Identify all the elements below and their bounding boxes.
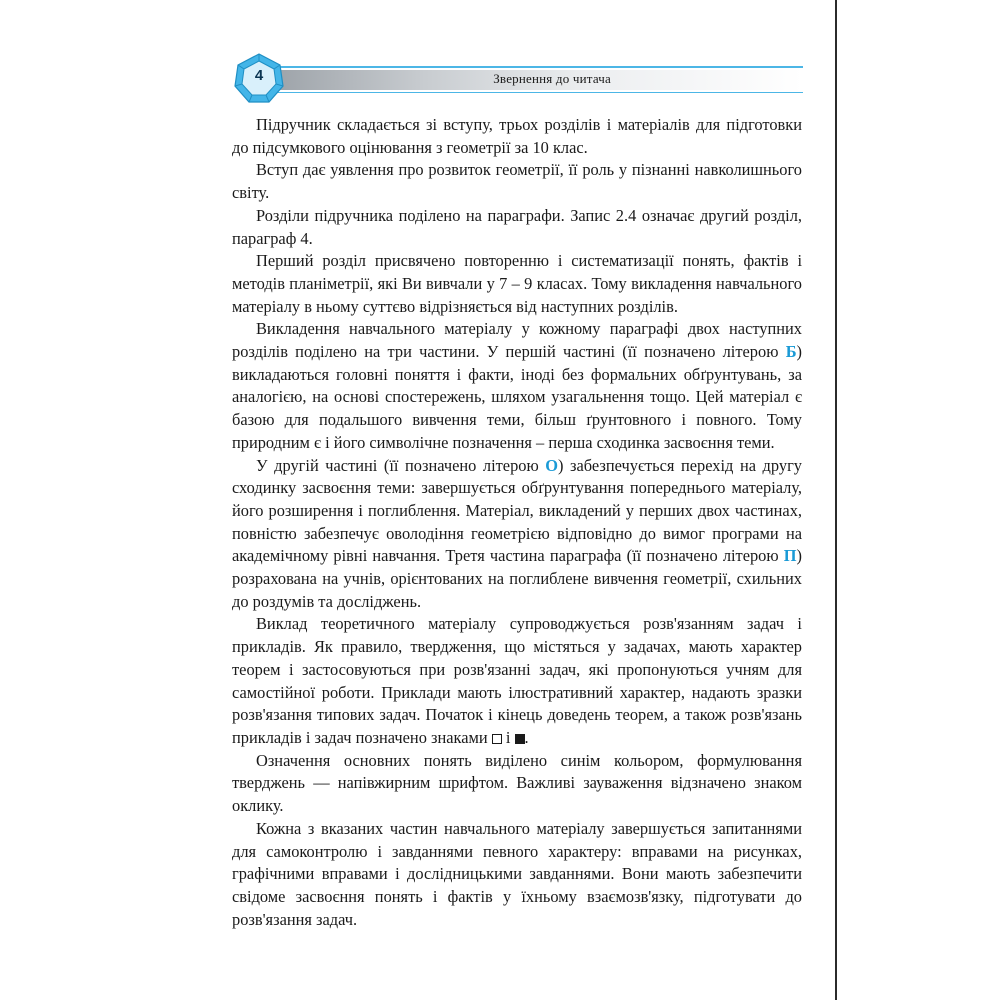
proof-start-icon [492, 734, 502, 744]
paragraph: Перший розділ присвячено повторенню і систематизації понять, фактів і методів планіметрії, які Ви вивчали у 7 – 9 класах. Тому викладення навчального матеріалу в ньому суттєво відрізняється від наступних розділів. [232, 251, 802, 316]
running-title: Звернення до читача [493, 71, 611, 86]
header-top-rule [263, 66, 803, 68]
text-run: У другій частині (її позначено літерою [256, 455, 546, 475]
page-number: 4 [254, 67, 264, 84]
page-edge-line [835, 0, 837, 1000]
level-letter-p: П [783, 546, 797, 566]
proof-end-icon [515, 734, 525, 744]
level-letter-o: О [545, 455, 559, 475]
paragraph: Підручник складається зі вступу, трьох розділів і матеріалів для підготовки до підсумкового оцінювання з геометрії за 10 клас. [232, 115, 802, 157]
text-run: Виклад теоретичного матеріалу супроводжується розв'язанням задач і прикладів. Як правило, твердження, що містяться у задачах, мають характер теорем і застосовуються при розв'язанні задач, які пропонуються учням для самостійної роботи. Приклади мають ілюстративний характер, надають зразки розв'язання типових задач. Початок і кінець доведень теорем, а також розв'язань прикладів і задач позначено знаками [232, 614, 802, 747]
text-run: ) розрахована на учнів, орієнтованих на поглиблене вивчення геометрії, схильних до роздумів та досліджень. [232, 546, 802, 611]
paragraph [232, 455, 802, 614]
level-letter-b: Б [785, 342, 797, 362]
text-run: Викладення навчального матеріалу у кожному параграфі двох наступних розділів поділено на три частини. У першій частині (її позначено літерою [232, 319, 802, 362]
paragraph [232, 318, 802, 454]
paragraph: Кожна з вказаних частин навчального матеріалу завершується запитаннями для самоконтролю і завданнями певного характеру: вправами на рисунках, графічними вправами і дослідницькими завданнями. Вони мають забезпечити свідоме засвоєння понять і фактів у їхньому взаємозв'язку, підготувати до розв'язання задач. [232, 818, 802, 929]
text-run: і [501, 727, 515, 747]
paragraph [232, 613, 802, 749]
dodecahedron-icon [233, 52, 285, 104]
paragraph: Вступ дає уявлення про розвиток геометрії, її роль у пізнанні навколишнього світу. [232, 160, 802, 203]
header-bottom-rule [263, 92, 803, 93]
paragraph: Означення основних понять виділено синім кольором, формулювання тверджень — напівжирним шрифтом. Важливі зауваження відзначено знаком оклику. [232, 750, 802, 816]
body-text [232, 114, 802, 931]
text-run: . [524, 727, 529, 747]
paragraph: Розділи підручника поділено на параграфи. Запис 2.4 означає другий розділ, параграф 4. [232, 205, 802, 248]
page-header [233, 52, 803, 104]
text-run: ) викладаються головні поняття і факти, іноді без формальних обґрунтувань, за аналогією, на основі спостережень, шляхом узагальнення тощо. Цей матеріал є базою для подальшого вивчення теми, більш ґрунтовного і повного. Тому природним є і його символічне позначення – перша сходинка засвоєння теми. [232, 342, 802, 452]
text-run: ) забезпечується перехід на другу сходинку засвоєння теми: завершується обґрунтування попереднього матеріалу, його розширення і поглиблення. Матеріал, викладений у перших двох частинах, повністю забезпечує оволодіння геометрією відповідно до вимог програми на академічному рівні навчання. Третя частина параграфа (її позначено літерою [232, 455, 802, 566]
